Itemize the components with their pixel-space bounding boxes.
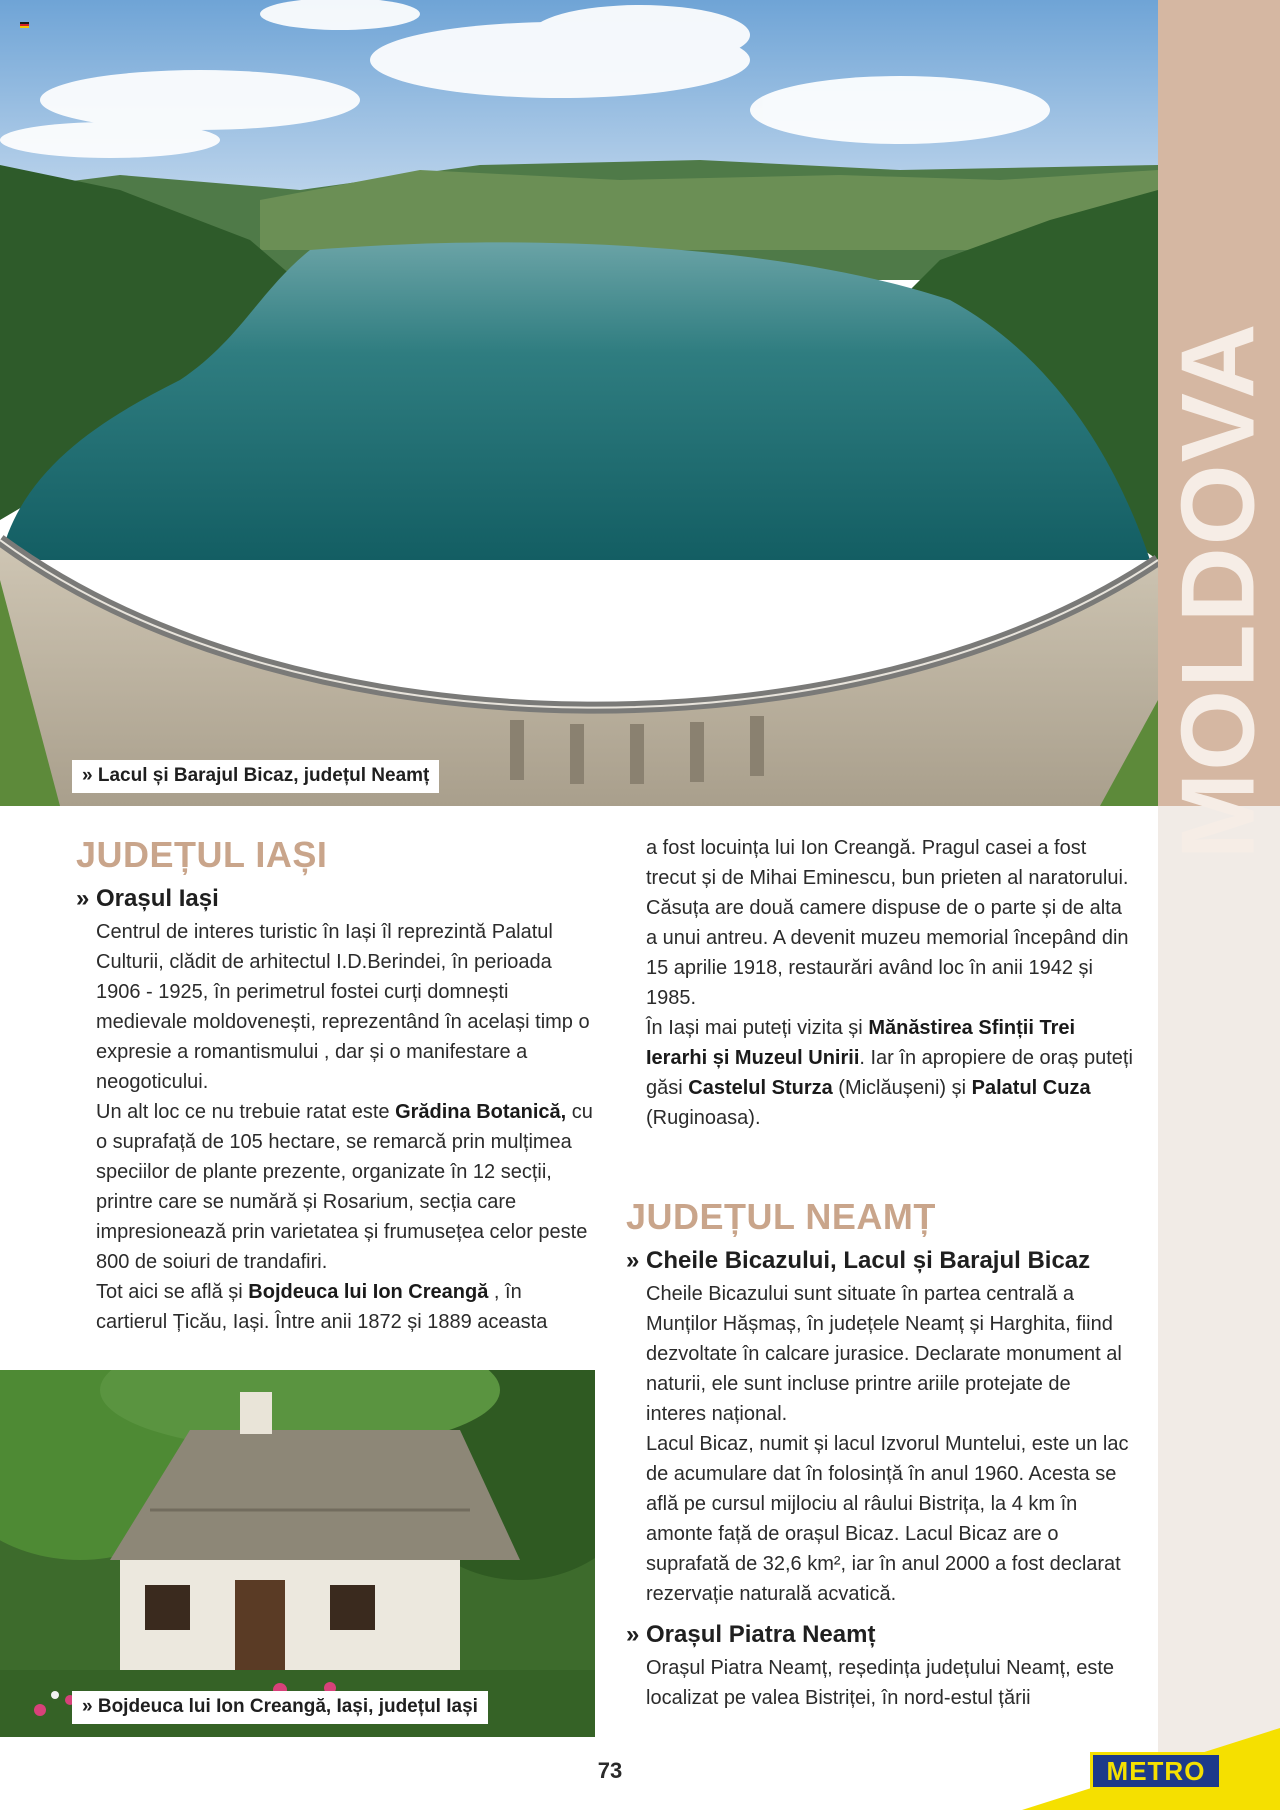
bojdeuca-caption: » Bojdeuca lui Ion Creangă, Iași, județul Iași (72, 1691, 488, 1724)
neamt-paragraph-2: Lacul Bicaz, numit și lacul Izvorul Muntelui, este un lac de acumulare dat în folosință în anul 1960. Acesta se află pe cursul mijlociu al râului Bistrița, la 4 km în amonte față de orașul Bicaz. Lacul Bicaz are o suprafată de 32,6 km², iar în anul 2000 a fost declarat rezervație naturală acvatică. (646, 1433, 1129, 1605)
iasi-paragraph-1: Centrul de interes turistic în Iași îl reprezintă Palatul Culturii, clădit de arhitectul I.D.Berindei, în perioada 1906 - 1925, în perimetrul fostei curți domnești medievale moldovenești, reprezentând în același timp o expresie a romantismului , dar și o manifestare a neogoticului. (96, 921, 590, 1093)
iasi-p5-text-2: . Iar în apropiere de oraș puteți găsi (646, 1047, 1133, 1099)
iasi-p3-text-cont: , în cartierul Țicău, Iași. Între anii 1872 și 1889 aceasta (96, 1281, 548, 1333)
iasi-p5-text-4: (Ruginoasa). (646, 1107, 761, 1129)
neamt-subtitle-piatra: » Orașul Piatra Neamț (626, 1621, 876, 1648)
iasi-paragraph-5 (626, 1013, 1136, 1133)
hero-caption: » Lacul și Barajul Bicaz, județul Neamț (72, 760, 439, 793)
neamt-paragraph-3: Orașul Piatra Neamț, reședința județului Neamț, este localizat pe valea Bistriței, în nord-estul țării (646, 1657, 1114, 1709)
iasi-p2-text-cont: cu o suprafață de 105 hectare, se remarcă prin mulțimea speciilor de plante prezente, organizate în 12 secții, printre care se numără și Rosarium, secția care impresionează prin varietatea și frumusețea celor peste 800 de soiuri de trandafiri. (96, 1101, 593, 1273)
metro-logo (1090, 1752, 1222, 1790)
gradina-botanica-highlight: Grădina Botanică, (395, 1101, 567, 1123)
castelul-sturza-highlight: Castelul Sturza (688, 1077, 833, 1099)
neamt-subtitle-bicaz: » Cheile Bicazului, Lacul și Barajul Bicaz (626, 1247, 1091, 1274)
palatul-cuza-highlight: Palatul Cuza (971, 1077, 1091, 1099)
iasi-paragraph-4: a fost locuința lui Ion Creangă. Pragul casei a fost trecut și de Mihai Eminescu, bun prieten al naratorului. Căsuța are două camere dispuse de o parte și de alta a unui antreu. A devenit muzeu memorial începând din 15 aprilie 1918, restaurări având loc în anii 1942 și 1985. (646, 837, 1129, 1009)
hero-photo-bicaz-lake (0, 0, 1158, 806)
photo-bojdeuca (0, 1370, 595, 1737)
iasi-section-title: JUDEȚUL IAȘI (76, 834, 328, 875)
hero-illustration (0, 0, 1158, 806)
iasi-p5-text: În Iași mai puteți vizita și (646, 1017, 869, 1039)
iasi-p5-text-3: (Miclăușeni) și (832, 1077, 972, 1099)
iasi-section (76, 833, 596, 1337)
iasi-p2-text: Un alt loc ce nu trebuie ratat este (96, 1101, 396, 1123)
region-label: MOLDOVA (1160, 321, 1277, 859)
iasi-paragraph-3 (76, 1277, 596, 1337)
neamt-paragraph-1: Cheile Bicazului sunt situate în partea centrală a Munților Hășmaș, în județele Neamț și Harghita, fiind dezvoltate în calcare jurasice. Declarate monument al naturii, ele sunt incluse printre ariile protejate de interes național. (646, 1283, 1122, 1425)
iasi-paragraph-2 (76, 1097, 596, 1277)
neamt-section-title: JUDEȚUL NEAMȚ (626, 1196, 936, 1237)
iasi-p3-text: Tot aici se află și (96, 1281, 249, 1303)
right-column (626, 833, 1136, 1713)
bojdeuca-highlight: Bojdeuca lui Ion Creangă (248, 1281, 489, 1303)
metro-logo-text: METRO (1106, 1755, 1206, 1786)
region-label-wrapper (1158, 321, 1280, 859)
iasi-subtitle: » Orașul Iași (76, 885, 219, 912)
section-spacer (626, 1133, 1136, 1195)
manastirea-highlight: Mănăstirea Sfinții Trei Ierarhi și Muzeul Unirii (646, 1017, 1076, 1069)
bojdeuca-illustration (0, 1370, 595, 1737)
flag-icon (20, 22, 29, 28)
page-number: 73 (597, 1758, 623, 1783)
